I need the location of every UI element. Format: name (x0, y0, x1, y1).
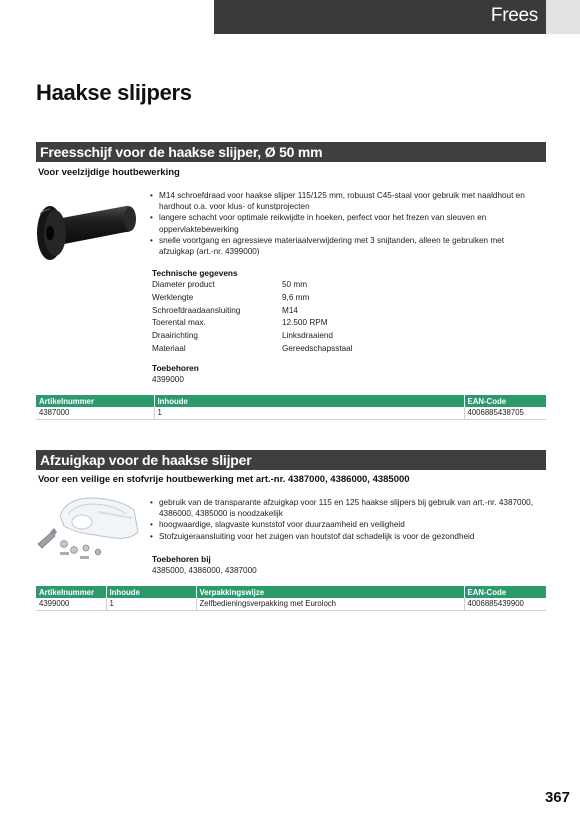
section2-article-table (36, 586, 546, 611)
category-label: Frees (490, 5, 538, 26)
table-cell: 4006885439900 (464, 598, 546, 610)
section1-article-table (36, 395, 546, 420)
category-tab-edge (546, 0, 580, 34)
spec-row (152, 305, 452, 318)
category-tab (214, 0, 546, 34)
spec-label: Schroefdraadaansluiting (152, 305, 241, 315)
feature-item: • hoogwaardige, slagvaste kunststof voor duurzaamheid en veiligheid (150, 519, 540, 530)
feature-item: • Stofzuigeraansluiting voor het zuigen van houtstof dat schadelijk is voor de gezondheid (150, 531, 540, 542)
section2-accessories-heading: Toebehoren bij (152, 554, 211, 564)
page-number: 367 (544, 789, 570, 806)
col-header: Inhoude (106, 586, 196, 598)
page-title: Haakse slijpers (36, 80, 192, 105)
milling-disc-image (34, 196, 144, 270)
col-header: Verpakkingswijze (196, 586, 464, 598)
col-header: Artikelnummer (36, 586, 106, 598)
feature-item: • M14 schroefdraad voor haakse slijper 115/125 mm, robuust C45-staal voor gebruik met naaldhout en hardhout o.a. voor klus- of kunstprojecten (150, 190, 540, 212)
col-header: EAN-Code (464, 586, 546, 598)
section2-feature-list (150, 497, 540, 542)
table-cell: 1 (154, 407, 464, 419)
table-header-row (36, 586, 546, 598)
spec-label: Draairichting (152, 331, 198, 341)
col-header: EAN-Code (464, 395, 546, 407)
section2-title-bar: Afzuigkap voor de haakse slijper (36, 450, 546, 470)
spec-value: 50 mm (282, 280, 308, 289)
table-cell: Zelfbedieningsverpakking met Euroloch (196, 598, 464, 610)
table-cell: 4387000 (36, 407, 154, 419)
section2-accessories-value: 4385000, 4386000, 4387000 (152, 566, 257, 575)
feature-item: • langere schacht voor optimale reikwijdte in hoeken, perfect voor het frezen van sleuven en oppervlaktebewerking (150, 212, 540, 234)
table-header-row (36, 395, 546, 407)
table-row (36, 598, 546, 610)
section1-specs-heading: Technische gegevens (152, 268, 238, 278)
table-cell: 1 (106, 598, 196, 610)
spec-value: Gereedschapsstaal (282, 343, 353, 353)
specs-table (152, 279, 452, 356)
section1-subtitle: Voor veelzijdige houtbewerking (38, 167, 180, 178)
section1-title-bar: Freesschijf voor de haakse slijper, Ø 50 mm (36, 142, 546, 162)
feature-item: • gebruik van de transparante afzuigkap voor 115 en 125 haakse slijpers bij gebruik van art.-nr. 4387000, 4386000, 4385000 is noodzakelijk (150, 497, 540, 519)
spec-value: Linksdraaiend (282, 331, 333, 341)
spec-value: 9,6 mm (282, 292, 310, 302)
spec-label: Toerental max. (152, 318, 206, 328)
spec-label: Werklengte (152, 292, 194, 302)
table-row (36, 407, 546, 419)
spec-row (152, 292, 452, 305)
spec-row (152, 279, 452, 292)
col-header: Inhoude (154, 395, 464, 407)
section2-subtitle: Voor een veilige en stofvrije houtbewerking met art.-nr. 4387000, 4386000, 4385000 (38, 474, 410, 485)
dust-hood-image (34, 492, 146, 566)
spec-row (152, 317, 452, 330)
feature-item: • snelle voortgang en agressieve materiaalverwijdering met 3 snijtanden, alleen te gebruiken met afzuigkap (art.-nr. 4399000) (150, 235, 540, 257)
col-header: Artikelnummer (36, 395, 154, 407)
table-cell: 4006885438705 (464, 407, 546, 419)
spec-label: Diameter product (152, 280, 215, 289)
spec-row (152, 330, 452, 343)
section1-accessories-heading: Toebehoren (152, 363, 199, 373)
spec-value: M14 (282, 305, 298, 315)
table-cell: 4399000 (36, 598, 106, 610)
section1-feature-list (150, 190, 540, 257)
spec-value: 12.500 RPM (282, 318, 328, 328)
spec-row (152, 343, 452, 356)
spec-label: Materiaal (152, 343, 186, 353)
section1-accessories-value: 4399000 (152, 375, 184, 384)
